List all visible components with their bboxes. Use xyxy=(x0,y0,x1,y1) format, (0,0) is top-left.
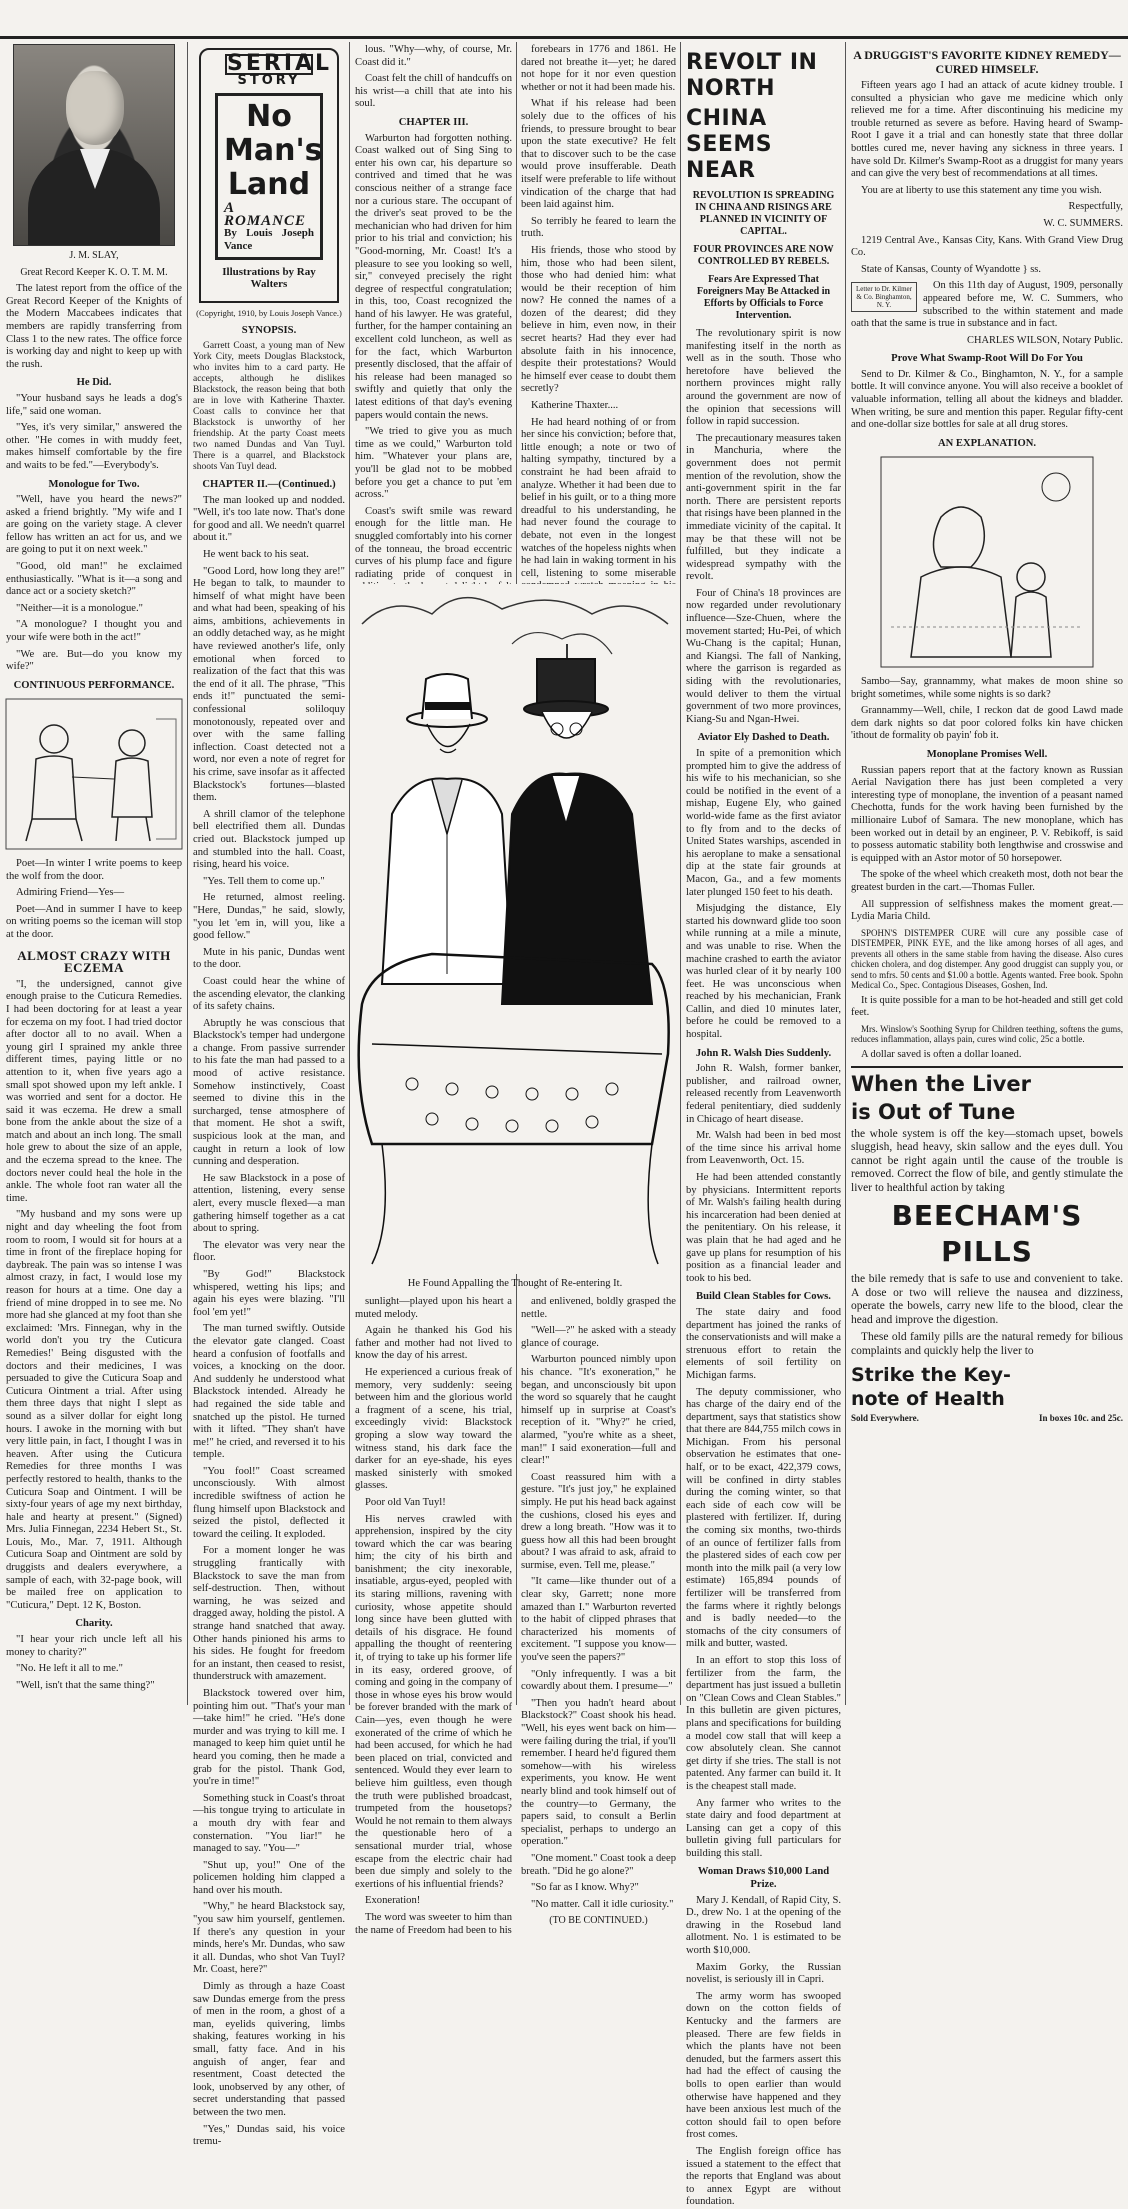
article-paragraph: Mary J. Kendall, of Rapid City, S. D., drew No. 1 at the opening of the drawing in the Rosebud land allotment. No. 1 is estimated to be worth $10,000. xyxy=(686,1894,841,1957)
article-paragraph: "Neither—it is a monologue." xyxy=(16,602,143,614)
ad-strike-headline2: note of Health xyxy=(851,1388,1005,1410)
copyright-line: (Copyright, 1910, by Louis Joseph Vance.) xyxy=(196,307,342,318)
top-rule xyxy=(0,36,1128,39)
article-heading: Monoplane Promises Well. xyxy=(926,749,1048,760)
chapter-heading: CHAPTER II.—(Continued.) xyxy=(202,478,336,490)
article-paragraph: "I, the undersigned, cannot give enough praise to the Cuticura Remedies. I had been doctoring for at least a year for eczema on my foot. I had tried doctor after doctor all to no avail. When a young girl I sprained my ankle three different times, paying little or no attention to it, when five years ago a small spot showed upon my left ankle. I was worried and sent for a doctor. He said it was eczema. He drew a small bone from the ankle about the size of a match and about an inch long. The small hole grew to about the size of an apple, and the eczema spread to the knee. The doctors never could heal the hole in the ankle. The whole foot ran water all the time. xyxy=(6,978,182,1204)
story-paragraph: He had heard nothing of or from her since his conviction; before that, little enough; a note or two of halting sympathy, tinctured by a constraint he had been afraid to analyze. Whether it had been due to belief in his guilt, or to a thing more dreadful to his understanding, he had never found the courage to debate, not even in the longest watches of the hopeless nights when he had lain in waking torment in his cell, listening to some miserable xyxy=(521,416,676,579)
serial-title: SERIAL xyxy=(227,51,333,76)
letter-box: Letter to Dr. Kilmer & Co. Binghamton, N. Y. xyxy=(851,282,917,312)
story-paragraph: Coast's swift smile was reward enough for the little man. He snuggled comfortably into his corner of the tonneau, the broad eccentric curves of his plump face and figure radiating pride of conquest in xyxy=(355,505,512,580)
article-heading: Charity. xyxy=(75,1618,113,1630)
story-paragraph: Something stuck in Coast's throat—his tongue trying to articulate in a mouth dry with fear and consternation. "You liar!" he managed to say. "You—" xyxy=(193,1792,345,1855)
cartoon-caption: Grannammy—Well, chile, I reckon dat de good Lawd made dem dark nights so dat poor colored folks kin have chicken 'ithout de formality ob payin' fob it. xyxy=(851,705,1123,742)
cartoon-heading: CONTINUOUS PERFORMANCE. xyxy=(13,679,175,691)
ad-paragraph: Respectfully, xyxy=(1068,201,1123,213)
story-paragraph: His friends, those who stood by him, those who had been silent, those who had denied him: what would be their reception of him now? He conned the names of a dozen of the dearest; did they believe in him, even now, in their secret hearts? Had they ever had absolute faith in his innocence, despite their protestations? Would he himself ever cease to doubt them secretly? xyxy=(521,244,676,395)
story-paragraph: "Then you hadn't heard about Blackstock?" Coast shook his head. "Well, his eyes went back on him—were failing during the trial, if you'll remember. I heard he'd figured them somehow—with his wireless experiments, you know. He went nearly blind and took himself out of the country—to Germany, the papers said, to consult a Berlin specialist, perhaps to undergo an operation." xyxy=(521,1697,676,1848)
column-6 xyxy=(851,44,1123,1709)
story-paragraph: The word was sweeter to him than the name of Freedom had been to his xyxy=(355,1911,512,1936)
story-paragraph: "Yes," Dundas said, his voice tremu- xyxy=(193,2123,345,2148)
story-paragraph: and enlivened, boldly grasped the nettle. xyxy=(521,1296,676,1320)
ad-sold-left: Sold Everywhere. xyxy=(851,1413,919,1423)
story-paragraph: "You fool!" Coast screamed unconsciously. With almost incredible swiftness of action he flung himself upon Blackstock and seized the pistol, deflected it toward the ceiling. It exploded. xyxy=(193,1465,345,1540)
serial-subtitle: STORY xyxy=(237,72,301,88)
story-paragraph: "Good Lord, how long they are!" He began to talk, to maunder to himself of what might have been and what had been, speaking of his aims, ambitions, achievements in an oddly detached way, as he might have reviewed another's life, only emotional when forced to realization of the fact that this was the end of it all. The phrase, "This ends it!" punctuated the semi-confessional soliloquy monotonously, repeated over and over with the same falling inflection. Coast detected not a word, nor even a note of regret for his crime, save insofar as it affected Blackstock's fortunes—blasted them. xyxy=(193,565,345,804)
story-paragraph: "Why," he heard Blackstock say, "you saw him yourself, gentlemen. If there's any question in your minds, here's Mr. Dundas, who saw it all. Dundas, who shot Van Tuyl? Mr. Coast, here?" xyxy=(193,1901,345,1976)
story-paragraph: "Only infrequently. I was a bit cowardly about them. I presume—" xyxy=(521,1668,676,1693)
story-paragraph: Again he thanked his God his father and mother had not lived to know the day of his arrest. xyxy=(355,1325,512,1362)
photo-caption: J. M. SLAY, xyxy=(69,250,119,261)
car-illustration xyxy=(352,584,678,1274)
article-paragraph: Russian papers report that at the factory known as Russian Aerial Navigation there has just been completed a very interesting type of monoplane, the invention of a peasant named Chechotta, funds for the work having been furnished by the millionaire Lubof of Samara. The new monoplane, which has been worked out in detail by an engineer, P. V. Rebikoff, is said to possess automatic stability both lengthwise and crosswise and is equipped with an Astor motor of 50 horsepower. xyxy=(851,764,1123,864)
ad-rule xyxy=(851,1066,1123,1068)
article-paragraph: All suppression of selfishness makes the moment great.—Lydia Maria Child. xyxy=(851,898,1123,923)
story-paragraph: "Well—?" he asked with a steady glance of courage. xyxy=(521,1325,676,1349)
story-title-line2: Land xyxy=(227,167,311,203)
illustration-area xyxy=(352,584,678,1274)
subheadline: Fears Are Expressed That Foreigners May Be Attacked in Efforts by Officials to Force Intervention. xyxy=(696,274,831,321)
story-paragraph: Coast reassured him with a gesture. "It's just joy," he explained simply. He put his head back against the cushions, closed his eyes and drew a long breath. "How was it to guess how all this had been brought about? I was afraid to ask, afraid to surmise, even. Tell me, please." xyxy=(521,1471,676,1571)
story-paragraph: The man looked up and nodded. "Well, it's too late now. That's done for good and all. We needn't quarrel about it." xyxy=(193,494,345,544)
ad-heading-eczema: ALMOST CRAZY WITH ECZEMA xyxy=(17,947,171,976)
article-heading: Build Clean Stables for Cows. xyxy=(696,1291,831,1303)
story-paragraph: For a moment longer he was struggling frantically with Blackstock to save the man from self-destruction. Then, without warning, he was seized and dragged away, holding the pistol. A strange hand snatched that away. Other hands pinioned his arms to his sides. He fought for freedom for an instant, then ceased to resist, thunderstruck with amazement. xyxy=(193,1545,345,1683)
story-paragraph: lous. "Why—why, of course, Mr. Coast did it." xyxy=(355,44,512,68)
column-5 xyxy=(686,44,842,2208)
ad-strike-headline1: Strike the Key- xyxy=(851,1364,1011,1386)
ad-beechams-headline2: PILLS xyxy=(941,1235,1033,1268)
column-rule xyxy=(680,42,681,1705)
story-paragraph: "It came—like thunder out of a clear sky, Garrett; none more amazed than I." Warburton reverted to the habit of clipped phrases that characterized his moments of excitement. "I suppose you know—you've seen the papers?" xyxy=(521,1576,676,1664)
story-paragraph: "No matter. Call it idle curiosity." xyxy=(531,1898,674,1910)
ad-liver-body: the whole system is off the key—stomach upset, bowels sluggish, head heavy, skin sallow and the eyes dull. You cannot be right again until the cause of the trouble is removed. Correct the flow of bile, and gently stimulate the liver to healthful action by taking xyxy=(851,1127,1123,1194)
article-paragraph: "Your husband says he leads a dog's life," said one woman. xyxy=(6,392,182,417)
story-paragraph: Warburton pounced nimbly upon his chance. "It's exoneration," he began, and unconsciously bit upon the word so squarely that he caught himself up in surprise at Coast's reception of it. "Why?" he cried, alarmed, "you're white as a sheet, man!" I said exoneration—full and clear!" xyxy=(521,1354,676,1467)
portrait-photo xyxy=(13,44,175,246)
story-author: By Louis Joseph Vance xyxy=(224,227,314,252)
story-paragraph: What if his release had been solely due to the offices of his friends, to pressure brought to bear upon the state executive? He felt that to discover such to be the case would prove insufferable. Death itself were preferable to life without vindication of the charge that had been laid against him. xyxy=(521,98,676,211)
article-paragraph: The deputy commissioner, who has charge of the dairy end of the department, says that statistics show that there are 844,755 milch cows in Michigan. From his personal observation he estimates that one-half, or to be exact, 422,379 cows, will be confined in dirty stables during the coming winter, so that each side of each cow will be plastered with fertilizer. If, during the coming six months, two-thirds of an ounce of fertilizer falls from the plastered sides of each cow per month into the milk pail (a very low estimate) 165,894 pounds of fertilizer will be transferred from the farms where it rightly belongs and is badly needed—to the stomachs of the city consumers of milk and butter, wasted. xyxy=(686,1386,841,1650)
story-paragraph: Blackstock towered over him, pointing him out. "That's your man—take him!" he cried. "He's done murder and was trying to kill me. I managed to keep him quiet until he heard you coming, then he made a grab for the pistol. Thank God, you're in time!" xyxy=(193,1687,345,1788)
story-paragraph: Mute in his panic, Dundas went to the door. xyxy=(193,946,345,971)
story-paragraph: "One moment." Coast took a deep breath. "Did he go alone?" xyxy=(521,1852,676,1877)
story-genre: A ROMANCE xyxy=(224,200,307,229)
ad-paragraph: 1219 Central Ave., Kansas City, Kans. With Grand View Drug Co. xyxy=(851,234,1123,259)
photo-caption-title: Great Record Keeper K. O. T. M. M. xyxy=(20,266,168,278)
ad-paragraph: Fifteen years ago I had an attack of acute kidney trouble. I consulted a physician who gave me medicine which only relieved me for a time. After discontinuing his medicine my trouble returned as severe as before. Having heard of Swamp-Root I gave it a trial and can honestly state that three dollar bottles cured me, never having any sickness in three years. I have sold Dr. Kilmer's Swamp-Root as a druggist for many years and can give the very best of recommendations at all times. xyxy=(851,80,1123,180)
headline-line2: CHINA SEEMS NEAR xyxy=(686,106,773,183)
subheadline: REVOLUTION IS SPREADING IN CHINA AND RISINGS ARE PLANNED IN VICINITY OF CAPITAL. xyxy=(692,190,835,237)
story-paragraph: His nerves crawled with apprehension, inspired by the city toward which the car was bearing him; the city of his birth and banishment; the city inexorable, insatiable, argus-eyed, peopled with its staring millions, ravening with curiosity, whose appetite should long since have been glutted with details of his disgrace. He found appalling the thought of reentering it, of trying to take up his former life in its easy, ordered groove, of coming and going in the company of those in whose eyes his brow would be forever branded with the mark of Cain—yes, even though he were exonerated of the crime of which he had been accused, for which he had been placed on trial, convicted and sentenced. Would they ever learn to believe him guiltless, even though the truth were published broadcast, trumpeted from the housetops? Would he not remain to them always the questionable hero of a sensational murder trial, whose escape from the electric chair had been due simply and solely to the exertions of his influential friends? xyxy=(355,1513,512,1890)
story-paragraph: Coast could hear the whine of the ascending elevator, the clanking of its safety chains. xyxy=(193,975,345,1013)
subheadline: FOUR PROVINCES ARE NOW CONTROLLED BY REBELS. xyxy=(693,244,834,267)
story-paragraph: Coast felt the chill of handcuffs on his wrist—a chill that ate into his soul. xyxy=(355,73,512,110)
cartoon-caption: Sambo—Say, grannammy, what makes de moon shine so bright sometimes, while some nights is so dark? xyxy=(851,676,1123,700)
article-heading: He Did. xyxy=(76,377,112,389)
cartoon-poet-illustration xyxy=(6,699,182,849)
article-paragraph: The state dairy and food department has joined the ranks of the conservationists and will make a strenuous effort to retain the elements of soil fertility on Michigan farms. xyxy=(686,1306,841,1381)
article-paragraph: "Well, isn't that the same thing?" xyxy=(16,1679,155,1691)
article-paragraph: "A monologue? I thought you and your wife were both in the act!" xyxy=(6,619,182,644)
ad-paragraph: On this 11th day of August, 1909, personally appeared before me, W. C. Summers, who subscribed to the within statement and made oath that the same is true in substance and in fact. xyxy=(851,280,1123,330)
article-paragraph: "Yes, it's very similar," answered the other. "He comes in with muddy feet, makes himself comfortable by the fire and waits to be fed."—Everybody's. xyxy=(6,422,182,471)
chapter-heading: CHAPTER III. xyxy=(398,116,469,128)
story-paragraph: So terribly he feared to learn the truth. xyxy=(521,215,676,240)
article-paragraph: The spoke of the wheel which creaketh most, doth not bear the greatest burden in the cart.—Thomas Fuller. xyxy=(851,869,1123,893)
ad-beechams-body: These old family pills are the natural remedy for bilious complaints and quickly help the liver to xyxy=(851,1331,1123,1357)
story-illustrator: Illustrations by Ray Walters xyxy=(222,265,316,291)
column-2 xyxy=(193,44,345,2148)
column-rule xyxy=(187,42,188,1705)
story-paragraph: "So far as I know. Why?" xyxy=(531,1882,639,1894)
story-paragraph: He experienced a curious freak of memory, very suddenly: seeing between him and the glorious world a fragment of a scene, his trial, exceedingly vivid: Blackstock groping a slow way toward the witness stand, his dark face the darker for an eye-shade, his eyes masked sinisterly with smoked glasses. xyxy=(355,1366,512,1492)
synopsis-text: Garrett Coast, a young man of New York City, meets Douglas Blackstock, who invites him to a card party. He accepts, although he dislikes Blackstock, the reason being that both are in love with Katherine Thaxter. Coast calls to convince her that Blackstock is unworthy of her friendship. At the party Coast meets two named Dundas and Van Tuyl. There is a quarrel, and Blackstock shoots Van Tuyl dead. xyxy=(193,340,345,472)
column-rule xyxy=(349,42,350,1705)
column-rule xyxy=(845,42,846,1705)
story-paragraph: The man turned swiftly. Outside the elevator gate clanged. Coast heard a confusion of footfalls and voices, a knocking on the door. And suddenly he understood what Blackstock intended. Already he had regained the side table and snatched up the pistol. He turned with it lifted. "They shan't have me!" he cried, and reversed it to his temple. xyxy=(193,1323,345,1461)
article-paragraph: John R. Walsh, former banker, publisher, and railroad owner, released recently from Leavenworth federal penitentiary, died suddenly in Chicago of heart disease. xyxy=(686,1063,841,1125)
cartoon-heading: AN EXPLANATION. xyxy=(937,437,1037,449)
story-paragraph: forebears in 1776 and 1861. He dared not breathe it—yet; he dared not hope for it nor even question whether or not it had been made his. xyxy=(521,44,676,93)
portrait-face xyxy=(66,71,124,145)
article-heading: Woman Draws $10,000 Land Prize. xyxy=(697,1866,830,1891)
headline-line1: REVOLT IN NORTH xyxy=(686,50,818,101)
article-paragraph: "Well, have you heard the news?" asked a friend brightly. "My wife and I are going on the variety stage. A clever fellow has written an act for us, and we are going to put it on next week." xyxy=(6,494,182,556)
ad-beechams-headline1: BEECHAM'S xyxy=(891,1199,1083,1232)
article-heading: Aviator Ely Dashed to Death. xyxy=(697,732,830,744)
article-paragraph: Maxim Gorky, the Russian novelist, is seriously ill in Capri. xyxy=(686,1961,841,1986)
ad-winslow: Mrs. Winslow's Soothing Syrup for Children teething, softens the gums, reduces inflammation, allays pain, cures wind colic, 25c a bottle. xyxy=(851,1023,1123,1045)
ad-subheading: Prove What Swamp-Root Will Do For You xyxy=(891,353,1083,365)
ad-heading-swamp-root: A DRUGGIST'S FAVORITE KIDNEY REMEDY—CURED HIMSELF. xyxy=(853,48,1121,76)
column-1 xyxy=(6,44,182,1709)
story-paragraph: Exoneration! xyxy=(365,1895,421,1907)
story-paragraph: "We tried to give you as much time as we could," Warburton told him. "Whatever your plans are, you'll be glad not to be mobbed before you get a chance to put 'em across." xyxy=(355,426,512,501)
article-paragraph: "We are. But—do you know my wife?" xyxy=(6,648,182,673)
column-4-bottom xyxy=(521,1296,676,1927)
article-heading: John R. Walsh Dies Suddenly. xyxy=(695,1047,832,1059)
story-paragraph: He returned, almost reeling. "Here, Dundas," he said, slowly, "you let 'em in, will you, like a good fellow." xyxy=(193,892,345,942)
column-3-top xyxy=(355,44,512,580)
story-paragraph: "Yes. Tell them to come up." xyxy=(203,875,325,887)
article-paragraph: The precautionary measures taken in Manchuria, where the government does not permit mention of the revolution, show the anti-government spirit in the far north. There are persistent reports that risings have been planned in the immediate vicinity of the capital. It may be that these will not be fulfilled, but they indicate a widespread sympathy with the revolt. xyxy=(686,432,842,583)
article-paragraph: In spite of a premonition which prompted him to give the address of his wife to his mechanician, so she could be notified in the event of a mishap, Eugene Ely, who gained world-wide fame as the first aviator to fly from and to the decks of United States warships, ascended in his aeroplane to make a sensational dip at the state fair grounds at Macon, Ga., and a few moments later plunged 150 feet to his death. xyxy=(686,748,841,898)
ad-paragraph: Send to Dr. Kilmer & Co., Binghamton, N. Y., for a sample bottle. It will convince anyone. You will also receive a booklet of valuable information, telling all about the kidneys and bladder. When writing, be sure and mention this paper. Regular fifty-cent and one-dollar size bottles for sale at all drug stores. xyxy=(851,368,1123,431)
ad-spohn: SPOHN'S DISTEMPER CURE will cure any possible case of DISTEMPER, PINK EYE, and the like among horses of all ages, and prevents all others in the same stable from having the disease. Also cures chicken cholera, and dog distemper. Any good druggist can supply you, or send to mfrs. 50 cents and $1.00 a bottle. Agents wanted. Free book. Spohn Medical Co., Spec. Contagious Diseases, Goshen, Ind. xyxy=(851,927,1123,991)
article-paragraph: "My husband and my sons were up night and day wheeling the foot from room to room, I would sit for hours at a time in front of the fireplace hoping for daybreak. The pain was so intense I was almost crazy, in fact, I would lose my reason for hours at a time. One day a friend of mine dropped in to see me. No more had she glanced at my foot than she exclaimed: 'Mrs. Finnegan, why in the world don't you try the Cuticura Remedies!' Being disgusted with the doctors and their medicines, I was persuaded to give the Cuticura Soap and Cuticura Ointment a trial. After using them three days that night I slept as sound as a silver dollar for eight long hours. I awoke in the morning with but very little pain, in fact, I thought I was in heaven. After using the Cuticura Remedies for three months I was perfectly restored to health, thanks to the Cuticura Soap and Ointment. I will be sixty-four years of age my next birthday, hale and hearty at present." (Signed) Mrs. Julia Finnegan, 2234 Hebert St., St. Louis, Mo., Mar. 7, 1911. Although Cuticura Soap and Ointment are sold by druggists and dealers everywhere, a sample of each, with 32-page book, will be mailed free on application to "Cuticura," Dept. 12 K, Boston. xyxy=(6,1209,182,1611)
ad-beechams-body: the bile remedy that is safe to use and convenient to take. A dose or two will relieve the nausea and dizziness, operate the bowels, carry new life to the blood, clear the head and improve the digestion. xyxy=(851,1273,1123,1326)
article-paragraph: The English foreign office has issued a statement to the effect that the reports that England was about to annex Egypt are without foundation. xyxy=(686,2145,841,2208)
story-paragraph: "By God!" Blackstock whispered, wetting his lips; and again his eyes were blazing. "I'll fool 'em yet!" xyxy=(193,1268,345,1318)
story-paragraph: The elevator was very near the floor. xyxy=(193,1239,345,1264)
article-paragraph: A dollar saved is often a dollar loaned. xyxy=(861,1048,1022,1060)
story-paragraph: He saw Blackstock in a pose of attention, listening, every sense alert, every muscle flexed—a man gathering himself together as a cat about to spring. xyxy=(193,1172,345,1235)
ad-liver-headline1: When the Liver xyxy=(851,1071,1032,1096)
illustration-caption: He Found Appalling the Thought of Re-entering It. xyxy=(407,1278,623,1289)
story-title-box xyxy=(215,93,323,259)
column-3-bottom xyxy=(355,1296,512,1936)
cartoon-explanation-illustration xyxy=(851,457,1123,667)
story-paragraph: Dimly as through a haze Coast saw Dundas emerge from the press of men in the room, a ghost of a man, eyelids quivering, limbs shaking, features working in his small, fatty face. And in his anguish of anger, fear and resentment, Coast detected the look, unobserved by any other, of secret understanding that passed between the two men. xyxy=(193,1981,345,2118)
article-paragraph: Misjudging the distance, Ely started his downward glide too soon while running at a mile a minute, and was unable to rise. When the machine crashed to earth the aviator was hurled clear of it by nearly 100 feet. He was unconscious when reached by his mechanician, Frank Callin, and died 10 minutes later, before he could be removed to a hospital. xyxy=(686,903,841,1041)
article-heading: Monologue for Two. xyxy=(48,478,140,490)
ad-paragraph: State of Kansas, County of Wyandotte } ss. xyxy=(861,263,1041,275)
synopsis-heading: SYNOPSIS. xyxy=(241,325,297,337)
ad-sold-line xyxy=(851,1412,1123,1425)
story-paragraph: Katherine Thaxter.... xyxy=(531,400,619,412)
article-paragraph: Four of China's 18 provinces are now regarded under revolutionary influence—Sze-Chuen, where the movement started; Hu-Pei, of which Wu-Chang is the capital; Hunan, and Kiangsi. The fall of Nanking, where the garrison is regarded as siding with the revolutionaries, would deliver to them the virtual government of two more provinces, Kiang-Su and Ngan-Hwei. xyxy=(686,587,841,725)
article-paragraph: Mr. Walsh had been in bed most of the time since his arrival home from Leavenworth, Oct. 15. xyxy=(686,1130,841,1167)
story-paragraph: sunlight—played upon his heart a muted melody. xyxy=(355,1296,512,1320)
article-paragraph: He had been attended constantly by physicians. Intermittent reports of Mr. Walsh's failing health during his incarceration had been denied at the penitentiary. On his release, it was plain that he had aged and he gave up plans for resumption of his position as a financial leader and took to his bed. xyxy=(686,1172,841,1284)
cartoon-caption: Poet—In winter I write poems to keep the wolf from the door. xyxy=(6,858,182,882)
article-paragraph: "Good, old man!" he exclaimed enthusiastically. "What is it—a song and dance act or a society sketch?" xyxy=(6,561,182,598)
ad-signature: W. C. SUMMERS. xyxy=(1043,217,1123,229)
cartoon-caption: Poet—And in summer I have to keep on writing poems so the iceman will stop at the door. xyxy=(6,903,182,940)
article-paragraph: "No. He left it all to me." xyxy=(16,1663,123,1675)
article-paragraph: "I hear your rich uncle left all his money to charity?" xyxy=(6,1634,182,1658)
story-paragraph: He went back to his seat. xyxy=(203,548,309,560)
article-paragraph: The latest report from the office of the Great Record Keeper of the Knights of the Modern Maccabees indicates that members are rapidly transferring from Class 1 to the new rates. The office force is working day and night to keep up with the rush. xyxy=(6,283,182,370)
ad-sold-right: In boxes 10c. and 25c. xyxy=(1038,1413,1123,1423)
article-paragraph: It is quite possible for a man to be hot-headed and still get cold feet. xyxy=(851,994,1123,1019)
serial-story-banner xyxy=(199,48,339,303)
cartoon-caption: Admiring Friend—Yes— xyxy=(16,887,125,899)
story-paragraph: A shrill clamor of the telephone bell electrified them all. Dundas cried out. Blackstock jumped up and stumbled into the hall. Coast, rising, heard his voice. xyxy=(193,808,345,871)
article-paragraph: Any farmer who writes to the state dairy and food department at Lansing can get a copy of this bulletin giving full particulars for building this stall. xyxy=(686,1797,841,1859)
ad-paragraph: You are at liberty to use this statement any time you wish. xyxy=(861,184,1102,196)
ad-liver-headline2: is Out of Tune xyxy=(851,1099,1016,1124)
story-paragraph: Warburton had forgotten nothing. Coast walked out of Sing Sing to enter his own car, his departure so contrived and timed that he was conscious neither of a strange face nor a curious stare. The occupant of the driver's seat proved to be the mechanician who had driven for him prior to his trial and conviction; his "Good-morning, Mr. Coast! It's a pleasure to see you looking so well, sir," conveyed precisely the right degree of respectful congratulation; in this, too, Coast recognized the hand of his lawyer. He was grateful, further, for the hamper containing an excellent cold luncheon, as well as for the fact, which Warburton presently disclosed, that the affair of his release had been managed so swiftly and quietly that only the latest editions of that day's evening papers would contain the news. xyxy=(355,132,512,421)
article-paragraph: The revolutionary spirit is now manifesting itself in the north as well as in the south. Those who heretofore have believed the northern provinces might rally around the government are now of the opinion that secessions will follow in rapid succession. xyxy=(686,328,841,428)
story-paragraph: Poor old Van Tuyl! xyxy=(365,1496,446,1508)
ad-notary: CHARLES WILSON, Notary Public. xyxy=(967,334,1123,346)
to-be-continued: (TO BE CONTINUED.) xyxy=(549,1915,648,1927)
article-paragraph: In an effort to stop this loss of fertilizer from the farm, the department has just issued a bulletin on "Clean Cows and Clean Stables." In this bulletin are given pictures, plans and specifications for building a model cow stall that will keep a cow absolutely clean. She cannot get dirty if she tries. The stall is not patented. Any farmer can build it. It is the cheapest stall made. xyxy=(686,1654,841,1792)
story-paragraph: "Shut up, you!" One of the policemen holding him clapped a hand over his mouth. xyxy=(193,1859,345,1896)
article-paragraph: The army worm has swooped down on the cotton fields of Kentucky and the farmers are pleased. There are few fields in which the plants have not been denuded, but the farmers assert this had had the effect of causing the bolls to open earlier than would otherwise have happened and they have been anxious lest much of the cotton should fail to open before frost comes. xyxy=(686,1990,841,2141)
story-title-line1: No Man's xyxy=(224,99,323,169)
column-4-top xyxy=(521,44,676,580)
story-paragraph: Abruptly he was conscious that Blackstock's temper had undergone a change. From passive surrender to his fate the man had passed to a mood of active resistance. Somehow instinctively, Coast seemed to divine this in the surcharged, tense atmosphere of that moment. He shot a swift, suspicious look at the man, and caught in return a look of low cunning and desperation. xyxy=(193,1017,345,1168)
